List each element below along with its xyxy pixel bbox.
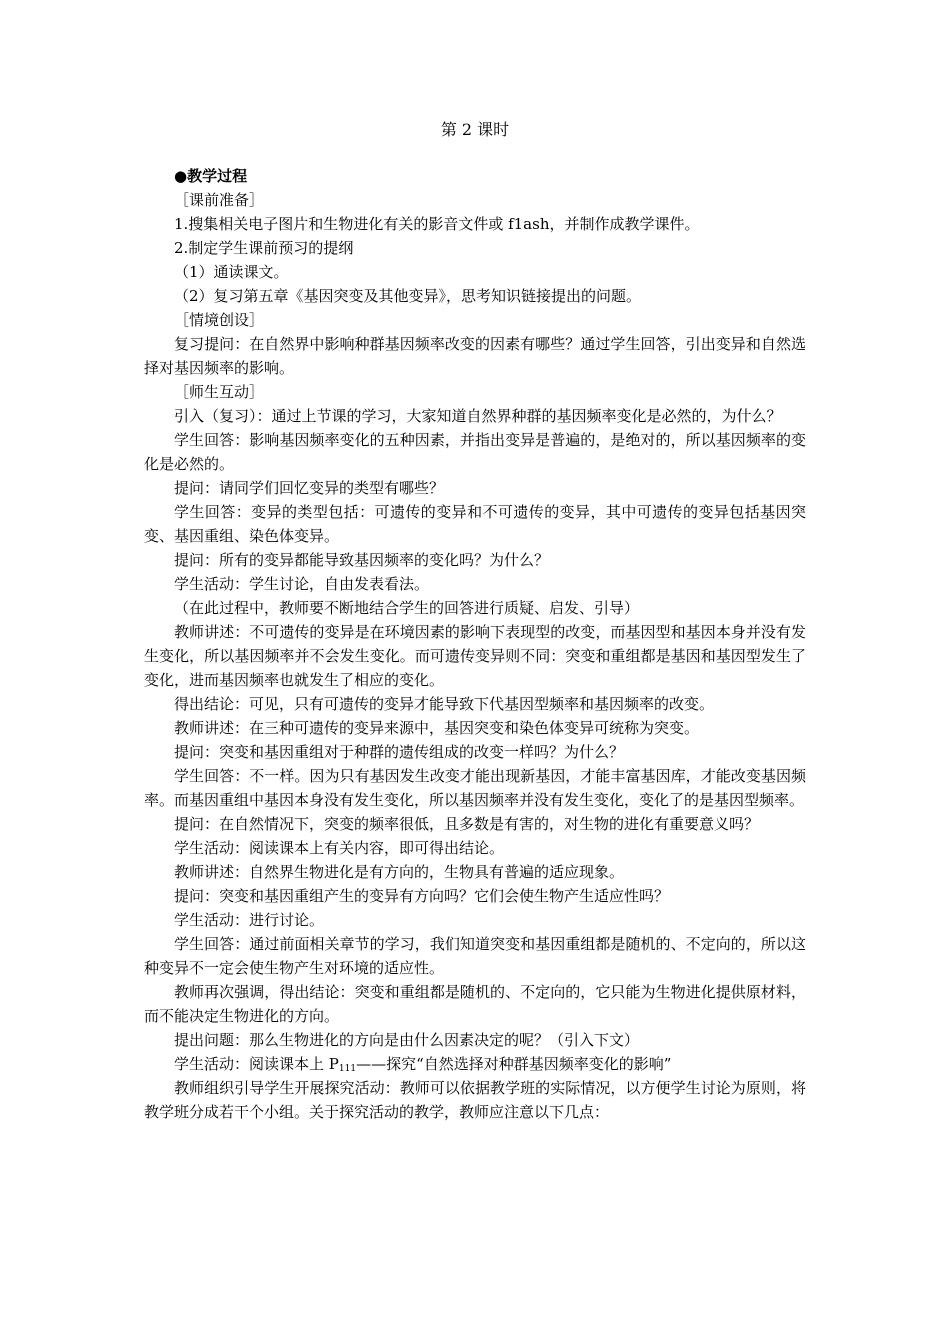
paragraph: 复习提问：在自然界中影响种群基因频率改变的因素有哪些？通过学生回答，引出变异和自然选择对基因频率的影响。 (144, 335, 806, 377)
page-title: 第 2 课时 (440, 120, 510, 139)
paragraph: 提问：在自然情况下，突变的频率很低，且多数是有害的，对生物的进化有重要意义吗？ (174, 815, 760, 833)
paragraph: 2.制定学生课前预习的提纲 (174, 239, 354, 257)
activity-paragraph (144, 1052, 806, 1076)
paragraph: 教师再次强调，得出结论：突变和重组都是随机的、不定向的，它只能为生物进化提供原材料，而不能决定生物进化的方向。 (144, 983, 806, 1025)
paragraph: 得出结论：可见，只有可遗传的变异才能导致下代基因型频率和基因频率的改变。 (174, 695, 715, 713)
page-number-subscript: 111 (338, 1064, 357, 1074)
paragraph: 学生活动：阅读课本上有关内容，即可得出结论。 (174, 839, 505, 857)
paragraph: 学生回答：通过前面相关章节的学习，我们知道突变和基因重组都是随机的、不定向的，所以这种变异不一定会使生物产生对环境的适应性。 (144, 935, 806, 977)
paragraph: （在此过程中，教师要不断地结合学生的回答进行质疑、启发、引导） (174, 599, 640, 617)
section-heading (144, 164, 806, 188)
bullet-icon: ● (174, 167, 188, 185)
paragraph: 教师讲述：不可遗传的变异是在环境因素的影响下表现型的改变，而基因型和基因本身并没有发生变化，所以基因频率并不会发生变化。而可遗传变异则不同：突变和重组都是基因和基因型发生了变化，进而基因频率也就发生了相应的变化。 (144, 623, 806, 689)
activity-suffix: ——探究“自然选择对种群基因频率变化的影响” (356, 1055, 672, 1073)
paragraph: 提问：突变和基因重组对于种群的遗传组成的改变一样吗？为什么？ (174, 743, 625, 761)
section-heading-text: 教学过程 (187, 167, 248, 185)
paragraph: （2）复习第五章《基因突变及其他变异》，思考知识链接提出的问题。 (174, 287, 642, 305)
paragraph: 学生回答：影响基因频率变化的五种因素，并指出变异是普遍的，是绝对的，所以基因频率的变化是必然的。 (144, 431, 806, 473)
document-page (144, 118, 806, 1124)
activity-prefix: 学生活动：阅读课本上 P (174, 1055, 339, 1073)
paragraph: 提问：所有的变异都能导致基因频率的变化吗？为什么？ (174, 551, 550, 569)
paragraph-list (144, 188, 806, 1052)
paragraph: 提问：请同学们回忆变异的类型有哪些？ (174, 479, 445, 497)
paragraph: 提问：突变和基因重组产生的变异有方向吗？它们会使生物产生适应性吗？ (174, 887, 670, 905)
paragraph: 教师讲述：在三种可遗传的变异来源中，基因突变和染色体变异可统称为突变。 (174, 719, 700, 737)
paragraph: 学生回答：变异的类型包括：可遗传的变异和不可遗传的变异，其中可遗传的变异包括基因突变、基因重组、染色体变异。 (144, 503, 806, 545)
paragraph: 学生回答：不一样。因为只有基因发生改变才能出现新基因，才能丰富基因库，才能改变基因频率。而基因重组中基因本身没有发生变化，所以基因频率并没有发生变化，变化了的是基因型频率。 (144, 767, 806, 809)
paragraph: 教师讲述：自然界生物进化是有方向的，生物具有普遍的适应现象。 (174, 863, 625, 881)
paragraph: 学生活动：进行讨论。 (174, 911, 325, 929)
paragraph: 学生活动：学生讨论，自由发表看法。 (174, 575, 430, 593)
paragraph: 提出问题：那么生物进化的方向是由什么因素决定的呢？（引入下文） (174, 1031, 640, 1049)
paragraph: 1.搜集相关电子图片和生物进化有关的影音文件或 f1ash，并制作成教学课件。 (174, 215, 700, 233)
paragraph: 引入（复习）：通过上节课的学习，大家知道自然界种群的基因频率变化是必然的，为什么？ (174, 407, 782, 425)
paragraph: ［情境创设］ (174, 311, 265, 329)
paragraph: ［课前准备］ (174, 191, 265, 209)
final-paragraph: 教师组织引导学生开展探究活动：教师可以依据教学班的实际情况，以方便学生讨论为原则，将教学班分成若干个小组。关于探究活动的教学，教师应注意以下几点： (144, 1079, 806, 1121)
paragraph: （1）通读课文。 (174, 263, 289, 281)
paragraph: ［师生互动］ (174, 383, 265, 401)
